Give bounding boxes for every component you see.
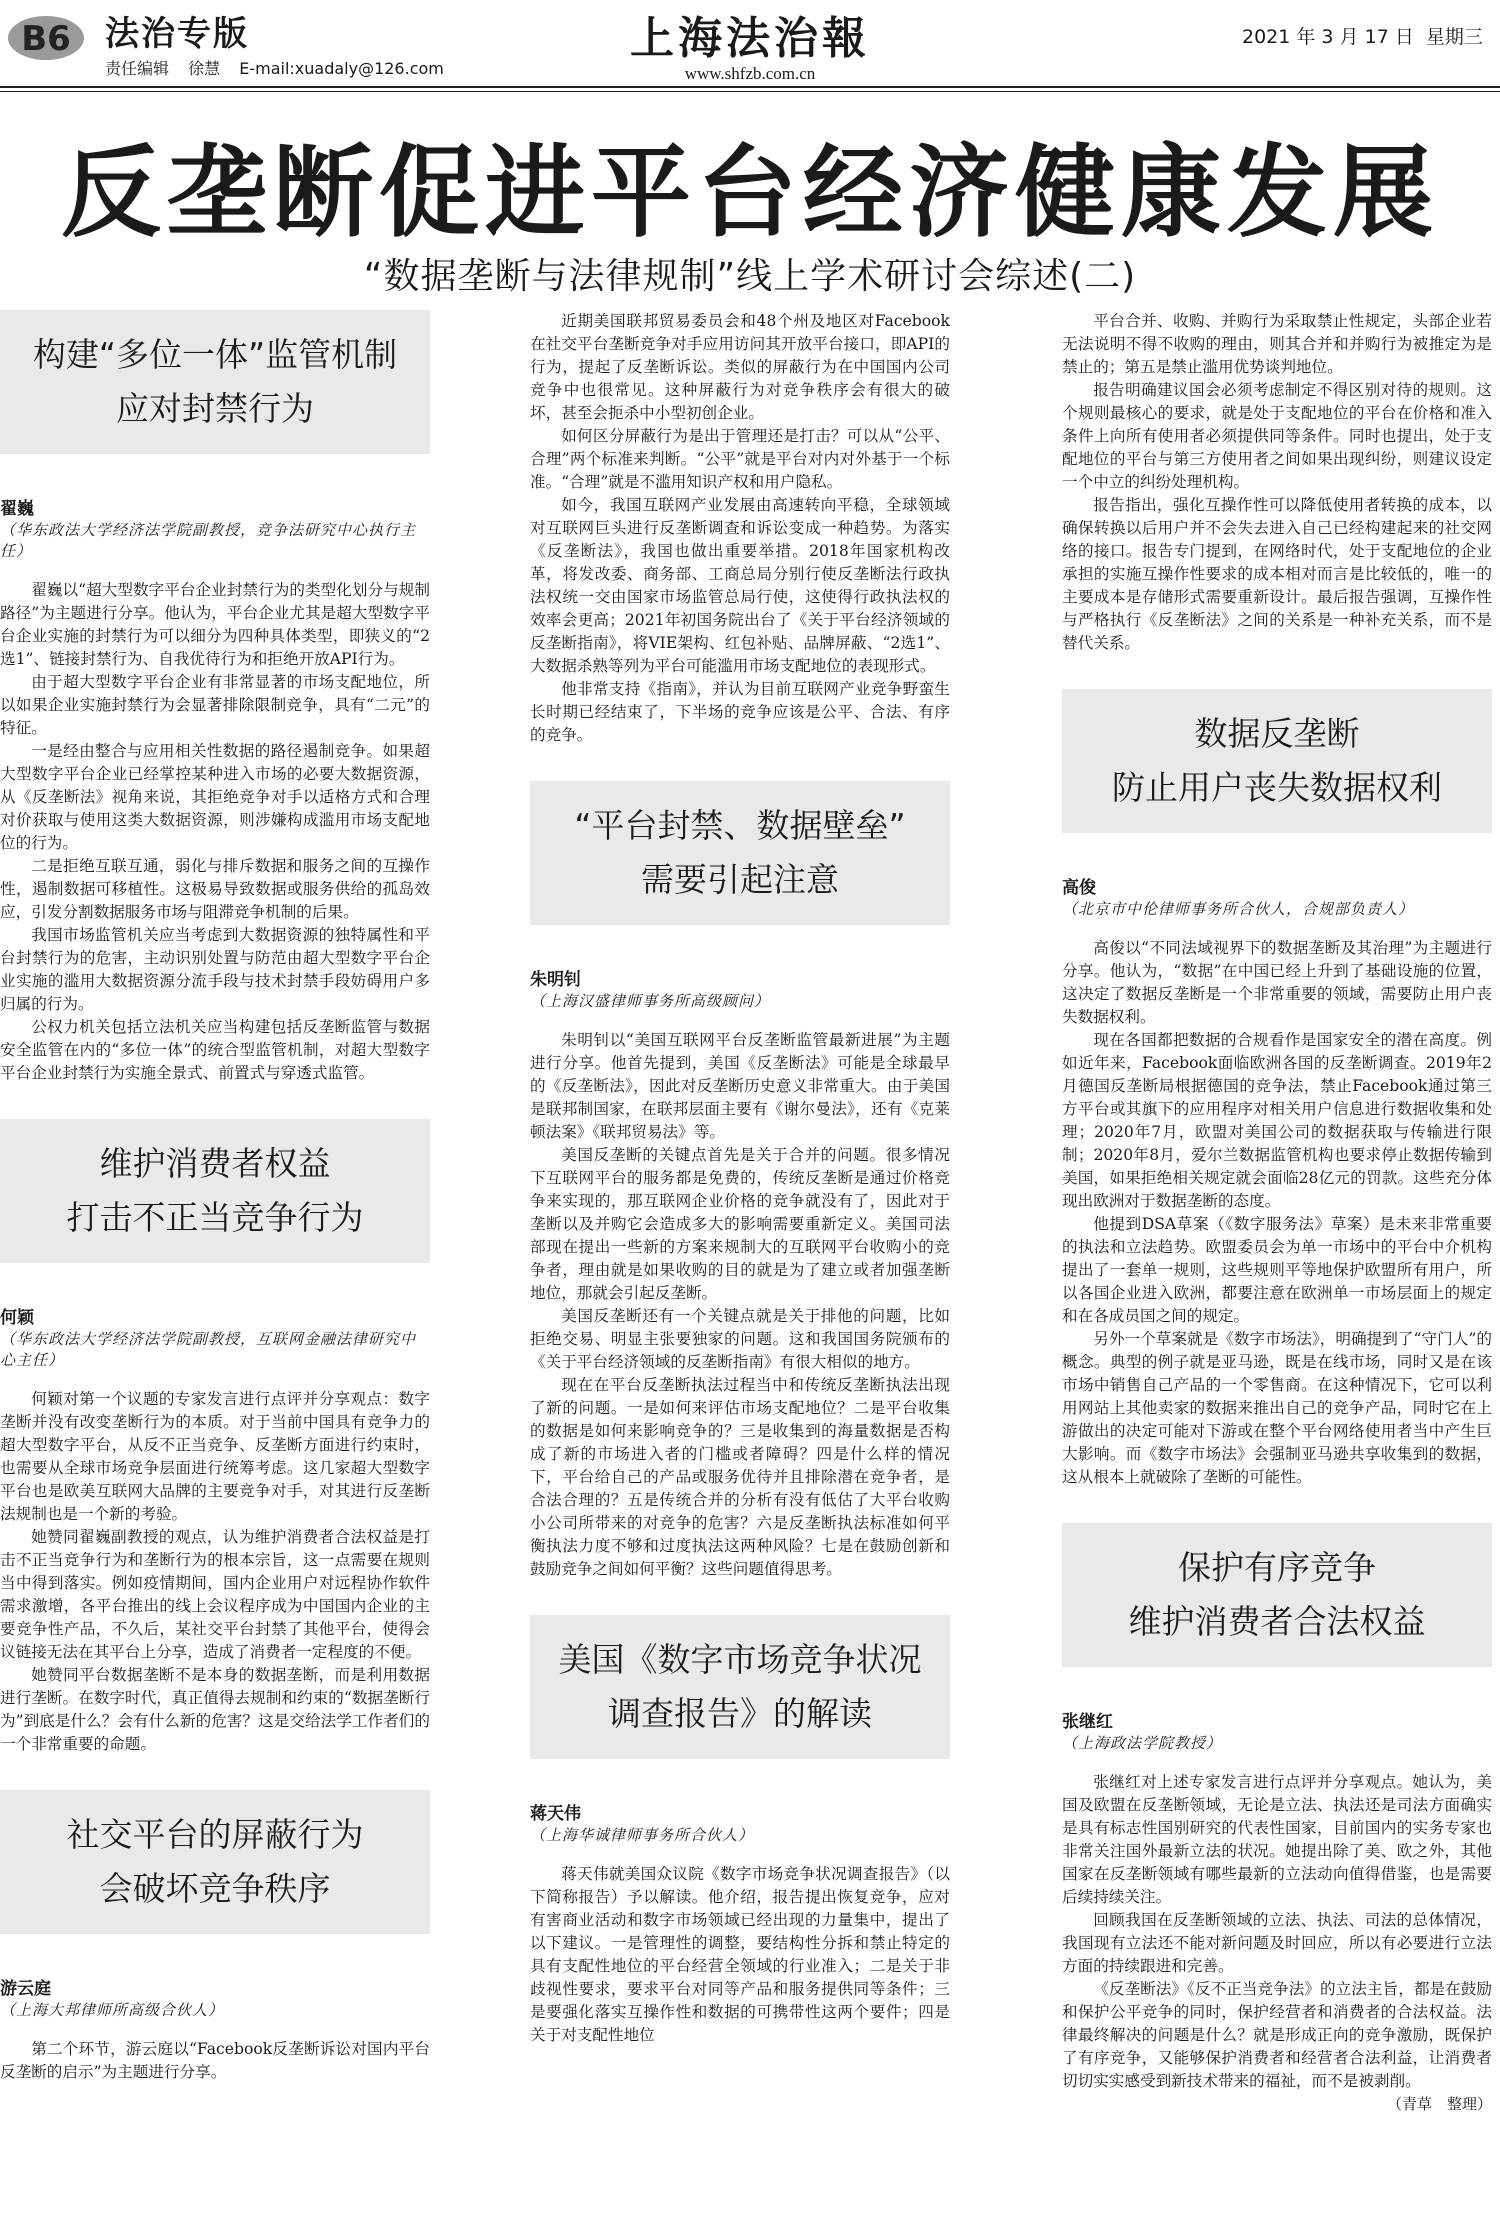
paragraph: 美国反垄断的关键点首先是关于合并的问题。很多情况下互联网平台的服务都是免费的，传统反垄断是通过价格竞争来实现的，那互联网企业价格的竞争就没有了，因此对于垄断以及并购它会造成多大的影响需要重新定义。美国司法部现在提出一些新的方案来规制大的互联网平台收购小的竞争者，理由就是如果收购的目的就是为了建立或者加强垄断地位，那就会引起反垄断。 (530, 1146, 950, 1302)
section-heading-line: 美国《数字市场竞争状况 (558, 1640, 922, 1679)
paragraph: 她赞同翟巍副教授的观点，认为维护消费者合法权益是打击不正当竞争行为和垄断行为的根本宗旨，这一点需要在规则当中得到落实。例如疫情期间，国内企业用户对远程协作软件需求激增，各平台推出的线上会议程序成为中国国内企业的主要竞争性产品，不久后，某社交平台封禁了其他平台，使得会议链接无法在其平台上分享，造成了消费者一定程度的不便。 (0, 1528, 430, 1661)
paragraph: 公权力机关包括立法机关应当构建包括反垄断监管与数据安全监管在内的“多位一体”的统合型监管机制，对超大型数字平台企业封禁行为实施全景式、前置式与穿透式监管。 (0, 1018, 430, 1082)
section-heading-box (0, 310, 430, 454)
subheadline: “数据垄断与法律规制”线上学术研讨会综述(二) (363, 256, 1137, 297)
paragraph: 回顾我国在反垄断领域的立法、执法、司法的总体情况，我国现有立法还不能对新问题及时回应，所以有必要进行立法方面的持续跟进和完善。 (1062, 1911, 1492, 1975)
paragraph: 美国反垄断还有一个关键点就是关于排他的问题，比如拒绝交易、明显主张要独家的问题。这和我国国务院颁布的《关于平台经济领域的反垄断指南》有很大相似的地方。 (530, 1307, 950, 1371)
paragraph: 近期美国联邦贸易委员会和48个州及地区对Facebook在社交平台垄断竞争对手应用访问其开放平台接口，即API的行为，提起了反垄断诉讼。类似的屏蔽行为在中国国内公司竞争中也很常见。这种屏蔽行为对竞争秩序会有很大的破坏，甚至会扼杀中小型初创企业。 (530, 312, 950, 422)
paragraph: 如何区分屏蔽行为是出于管理还是打击？可以从“公平、合理”两个标准来判断。“公平”就是平台对内对外基于一个标准。“合理”就是不滥用知识产权和用户隐私。 (530, 427, 950, 491)
author-affiliation: （北京市中伦律师事务所合伙人，合规部负责人） (1062, 900, 1415, 918)
author-name: 游云庭 (0, 1979, 51, 1999)
column-3 (1062, 310, 1492, 2229)
editor-line (105, 56, 458, 79)
section-heading-line: 数据反垄断 (1194, 714, 1360, 753)
section-heading-line: 构建“多位一体”监管机制 (32, 335, 398, 374)
editor-signoff: （青草 整理） (1386, 2095, 1492, 2113)
section-heading-line: 保护有序竞争 (1178, 1548, 1376, 1587)
masthead-url: www.shfzb.com.cn (684, 64, 816, 83)
masthead-logo: 上海法治報 (630, 13, 870, 64)
section-heading-box (1062, 1523, 1492, 1667)
paragraph: 她赞同平台数据垄断不是本身的数据垄断，而是利用数据进行垄断。在数字时代，真正值得去规制和约束的“数据垄断行为”到底是什么？会有什么新的危害？这是交给法学工作者们的一个非常重要的命题。 (0, 1666, 430, 1753)
paragraph: 何颖对第一个议题的专家发言进行点评并分享观点：数字垄断并没有改变垄断行为的本质。对于当前中国具有竞争力的超大型数字平台，从反不正当竞争、反垄断方面进行约束时，也需要从全球市场竞争层面进行统筹考虑。这几家超大型数字平台也是欧美互联网大品牌的主要竞争对手，对其进行反垄断法规制也是一个新的考验。 (0, 1390, 430, 1523)
section-heading-box (0, 1119, 430, 1263)
section-heading-box (1062, 689, 1492, 833)
headline: 反垄断促进平台经济健康发展 (61, 134, 1439, 251)
author-name: 何颖 (0, 1308, 34, 1328)
paragraph: 《反垄断法》《反不正当竞争法》的立法主旨，都是在鼓励和保护公平竞争的同时，保护经营者和消费者的合法权益。法律最终解决的问题是什么？就是形成正向的竞争激励，既保护了有序竞争，又能够保护消费者和经营者合法利益，让消费者切切实实感受到新技术带来的福祉，而不是被剥削。 (1062, 1980, 1492, 2090)
paragraph: 现在在平台反垄断执法过程当中和传统反垄断执法出现了新的问题。一是如何来评估市场支配地位？二是平台收集的数据是如何来影响竞争的？三是收集到的海量数据是否构成了新的市场进入者的门槛或者障碍？四是什么样的情况下，平台给自己的产品或服务优待并且排除潜在竞争者，是合法合理的？五是传统合并的分析有没有低估了大平台收购小公司所带来的对竞争的危害？六是反垄断执法标准如何平衡执法力度不够和过度执法这两种风险？七是在鼓励创新和鼓励竞争之间如何平衡？这些问题值得思考。 (530, 1376, 950, 1578)
paragraph: 平台合并、收购、并购行为采取禁止性规定，头部企业若无法说明不得不收购的理由，则其合并和并购行为被推定为是禁止的；第五是禁止滥用优势谈判地位。 (1062, 312, 1492, 376)
author-affiliation: （上海大邦律师所高级合伙人） (0, 2001, 225, 2019)
paragraph: 朱明钊以“美国互联网平台反垄断监管最新进展”为主题进行分享。他首先提到，美国《反垄断法》可能是全球最早的《反垄断法》，因此对反垄断历史意义非常重大。由于美国是联邦制国家，在联邦层面主要有《谢尔曼法》，还有《克莱顿法案》《联邦贸易法》等。 (530, 1031, 950, 1141)
author-name: 翟巍 (0, 499, 34, 519)
section-heading-box (530, 781, 950, 925)
paragraph: 报告指出，强化互操作性可以降低使用者转换的成本，以确保转换以后用户并不会失去进入自己已经构建起来的社交网络的接口。报告专门提到，在网络时代，处于支配地位的企业承担的实施互操作性要求的成本相对而言是比较低的，唯一的主要成本是存储形式需要重新设计。最后报告强调，互操作性与严格执行《反垄断法》之间的关系是一种补充关系，而不是替代关系。 (1062, 496, 1492, 652)
section-heading-line: “平台封禁、数据壁垒” (574, 806, 906, 845)
section-name: 法治专版 (105, 14, 249, 54)
paragraph: 另外一个草案就是《数字市场法》，明确提到了“守门人”的概念。典型的例子就是亚马逊，既是在线市场，同时又是在该市场中销售自己产品的一个零售商。在这种情况下，它可以利用网站上其他卖家的数据来推出自己的竞争产品，同时它在上游做出的决定可能对下游或在整个平台网络使用者当中产生巨大影响。而《数字市场法》会强制亚马逊共享收集到的数据，这从根本上就破除了垄断的可能性。 (1062, 1330, 1492, 1486)
author-name: 张继红 (1062, 1712, 1113, 1732)
column-1 (0, 310, 430, 2229)
author-name: 朱明钊 (530, 970, 581, 990)
issue-date (1230, 22, 1483, 49)
paragraph: 他提到DSA草案（《数字服务法》草案）是未来非常重要的执法和立法趋势。欧盟委员会为单一市场中的平台中介机构提出了一套单一规则，这些规则平等地保护欧盟所有用户，所以各国企业进入欧洲，都要注意在欧洲单一市场层面上的规定和在各成员国之间的规定。 (1062, 1215, 1492, 1325)
author-affiliation: （上海汉盛律师事务所高级顾问） (530, 992, 771, 1010)
paragraph: 由于超大型数字平台企业有非常显著的市场支配地位，所以如果企业实施封禁行为会显著排除限制竞争，具有“二元”的特征。 (0, 673, 430, 737)
section-heading-box (530, 1615, 950, 1759)
section-heading-line: 应对封禁行为 (116, 389, 314, 428)
paragraph: 张继红对上述专家发言进行点评并分享观点。她认为，美国及欧盟在反垄断领域，无论是立法、执法还是司法方面确实是具有标志性国别研究的代表性国家，目前国内的实务专家也非常关注国外最新立法的状况。她提出除了美、欧之外，其他国家在反垄断领域有哪些最新的立法动向值得借鉴，也是需要后续持续关注。 (1062, 1773, 1492, 1906)
section-heading-line: 打击不正当竞争行为 (66, 1198, 364, 1237)
section-heading-line: 会破坏竞争秩序 (99, 1869, 331, 1908)
header-rule-thin (0, 91, 1500, 92)
section-heading-line: 需要引起注意 (641, 860, 839, 899)
paragraph: 一是经由整合与应用相关性数据的路径遏制竞争。如果超大型数字平台企业已经掌控某种进入市场的必要大数据资源，从《反垄断法》视角来说，其拒绝竞争对手以适格方式和合理对价获取与使用这类大数据资源，则涉嫌构成滥用市场支配地位的行为。 (0, 742, 430, 852)
column-2 (530, 310, 950, 2229)
section-heading-line: 维护消费者合法权益 (1128, 1602, 1426, 1641)
paragraph: 他非常支持《指南》，并认为目前互联网产业竞争野蛮生长时期已经结束了，下半场的竞争应该是公平、合法、有序的竞争。 (530, 680, 950, 744)
section-heading-line: 维护消费者权益 (99, 1144, 331, 1183)
author-affiliation: （上海政法学院教授） (1062, 1734, 1223, 1752)
author-affiliation: （华东政法大学经济法学院副教授，互联网金融法律研究中心主任） (0, 1330, 417, 1369)
date-text: 2021 年 3 月 17 日 (1242, 26, 1414, 48)
paragraph: 高俊以“不同法域视界下的数据垄断及其治理”为主题进行分享。他认为，“数据”在中国已经上升到了基础设施的位置，这决定了数据反垄断是一个非常重要的领域，需要防止用户丧失数据权利。 (1062, 939, 1492, 1026)
page-number-badge (6, 8, 86, 64)
editor-email: E-mail:xuadaly@126.com (239, 59, 444, 78)
header-rule (0, 86, 1500, 88)
section-heading-line: 社交平台的屏蔽行为 (66, 1815, 364, 1854)
author-affiliation: （上海华诚律师事务所合伙人） (530, 1826, 755, 1844)
editor-label: 责任编辑 (105, 59, 170, 78)
paragraph: 现在各国都把数据的合规看作是国家安全的潜在高度。例如近年来，Facebook面临欧洲各国的反垄断调查。2019年2月德国反垄断局根据德国的竞争法，禁止Facebook通过第三方平台或其旗下的应用程序对相关用户信息进行数据收集和处理；2020年7月，欧盟对美国公司的数据获取与传输进行限制；2020年8月，爱尔兰数据监管机构也要求停止数据传输到美国，如果拒绝相关规定就会面临28亿元的罚款。这些充分体现出欧洲对于数据垄断的态度。 (1062, 1031, 1492, 1210)
paragraph: 我国市场监管机关应当考虑到大数据资源的独特属性和平台封禁行为的危害，主动识别处置与防范由超大型数字平台企业实施的滥用大数据资源分流手段与技术封禁手段妨碍用户多归属的行为。 (0, 926, 430, 1013)
paragraph: 二是拒绝互联互通，弱化与排斥数据和服务之间的互操作性，遏制数据可移植性。这极易导致数据或服务供给的孤岛效应，引发分割数据服务市场与阻滞竞争机制的后果。 (0, 857, 430, 921)
author-name: 高俊 (1062, 878, 1096, 898)
paragraph: 第二个环节，游云庭以“Facebook反垄断诉讼对国内平台反垄断的启示”为主题进行分享。 (0, 2040, 430, 2081)
author-affiliation: （华东政法大学经济法学院副教授，竞争法研究中心执行主任） (0, 521, 417, 560)
paragraph: 报告明确建议国会必须考虑制定不得区别对待的规则。这个规则最核心的要求，就是处于支配地位的平台在价格和准入条件上向所有使用者必须提供同等条件。同时也提出，处于支配地位的平台与第三方使用者之间如果出现纠纷，则建议设定一个中立的纠纷处理机构。 (1062, 381, 1492, 491)
author-name: 蒋天伟 (530, 1804, 581, 1824)
paragraph: 如今，我国互联网产业发展由高速转向平稳，全球领域对互联网巨头进行反垄断调查和诉讼变成一种趋势。为落实《反垄断法》，我国也做出重要举措。2018年国家机构改革，将发改委、商务部、工商总局分别行使反垄断法行政执法权统一交由国家市场监管总局行使，这使得行政执法权的效率会更高；2021年初国务院出台了《关于平台经济领域的反垄断指南》，将VIE架构、红包补贴、品牌屏蔽、“2选1”、大数据杀熟等列为平台可能滥用市场支配地位的表现形式。 (530, 496, 950, 675)
section-heading-line: 调查报告》的解读 (608, 1694, 872, 1733)
paragraph: 蒋天伟就美国众议院《数字市场竞争状况调查报告》（以下简称报告）予以解读。他介绍，报告提出恢复竞争，应对有害商业活动和数字市场领域已经出现的力量集中，提出了以下建议。一是管理性的调整，要结构性分拆和禁止特定的具有支配性地位的平台经营全领域的行业准入；二是关于非歧视性要求，要求平台对同等产品和服务提供同等条件；三是要强化落实互操作性和数据的可携带性这两个要件；四是关于对支配性地位 (530, 1865, 950, 2044)
editor-name: 徐慧 (188, 59, 221, 78)
section-heading-box (0, 1790, 430, 1934)
page-badge-text: B6 (21, 19, 71, 59)
section-heading-line: 防止用户丧失数据权利 (1112, 768, 1442, 807)
weekday-text: 星期三 (1425, 26, 1483, 48)
paragraph: 翟巍以“超大型数字平台企业封禁行为的类型化划分与规制路径”为主题进行分享。他认为，平台企业尤其是超大型数字平台企业实施的封禁行为可以细分为四种具体类型，即狭义的“2选1”、链接封禁行为、自我优待行为和拒绝开放API行为。 (0, 581, 430, 668)
